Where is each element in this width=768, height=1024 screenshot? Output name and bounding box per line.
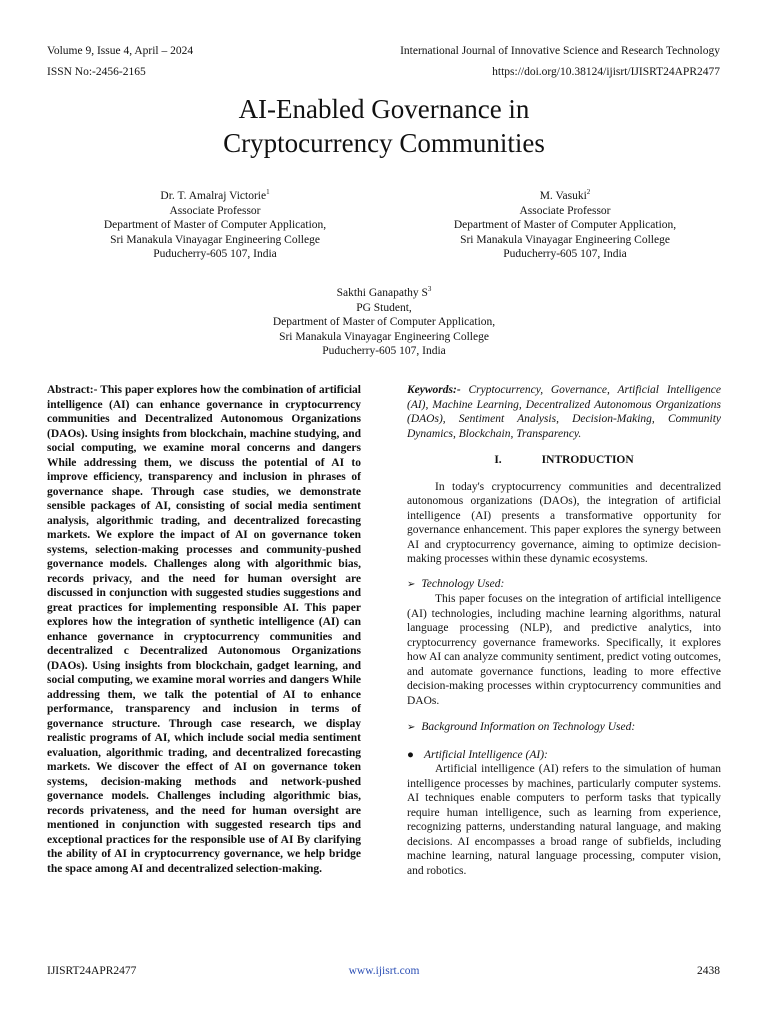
bullet-heading-ai	[407, 748, 721, 763]
section-title: INTRODUCTION	[541, 454, 634, 466]
author-role: Associate Professor	[169, 204, 261, 217]
author-dept: Department of Master of Computer Application,	[453, 219, 677, 231]
subheading-background	[407, 720, 721, 736]
section-heading	[407, 453, 721, 468]
subheading-text: Background Information on Technology Used:	[421, 721, 636, 733]
footer-website-link[interactable]: www.ijisrt.com	[348, 965, 420, 977]
author-college: Sri Manakula Vinayagar Engineering College	[110, 233, 320, 246]
arrow-bullet-icon: ➢	[407, 722, 416, 733]
doi-link[interactable]: https://doi.org/10.38124/ijisrt/IJISRT24APR2477	[492, 66, 720, 78]
author-role: Associate Professor	[519, 204, 611, 217]
author-block-1	[70, 189, 360, 262]
author-city: Puducherry-605 107, India	[153, 248, 277, 260]
author-dept: Department of Master of Computer Application,	[103, 219, 327, 231]
author-name: Sakthi Ganapathy $S^3$	[336, 285, 432, 299]
abstract: Abstract:- This paper explores how the combination of artificial intelligence (AI) can enhance governance in cryptocurrency communities and Decentralized Autonomous Organizations (DAOs). Using insights from blockchain, machine studying, and social computing, we examine moral concerns and dangers While addressing them, we discuss the potential of AI to improve efficiency, transparency and inclusion in phrases of governance shape. Through case studies, we demonstrate sensible packages of AI, consisting of social media sentiment analysis, algorithmic trading, and decentralized forecasting markets. We explore the impact of AI on governance token systems, selection-making processes and community-pushed governance models. Challenges along with algorithmic bias, records privacy, and the need for human oversight are discussed in conjunction with suggested studies suggestions and great practices for implementing responsible AI. This paper explores how the integration of synthetic intelligence (AI) can enhance governance in cryptocurrency communities and decentralized c Decentralized Autonomous Organizations (DAOs). Using insights from blockchain, gadget learning, and social computing, we examine moral worries and dangers While addressing them, we talk the potential of AI to enhance performance, transparency and inclusion in terms of governance structure. Through case research, we display realistic programs of AI, which include social media sentiment evaluation, algorithmic trading, and decentralized forecasting markets. We discover the effect of AI on governance token systems, decision-making methods and network-pushed governance models. Challenges including algorithmic bias, records privateness, and the need for human oversight are mentioned in conjunction with suggested research tips and exceptional practices for the responsible use of AI By clarifying the ability of AI in cryptocurrency governance, we help bridge the space among AI and decentralized selection-making.	[47, 384, 361, 875]
author-college: Sri Manakula Vinayagar Engineering College	[460, 233, 670, 246]
arrow-bullet-icon: ➢	[407, 578, 416, 590]
ai-paragraph: Artificial intelligence (AI) refers to the simulation of human intelligence processes by machines, particularly computer systems. AI techniques enable computers to perform tasks that typically require human intelligence, such as learning from experience, recognizing patterns, understanding natural language, and making decisions. AI encompasses a broad range of subfields, including machine learning, natural language processing, computer vision, and robotics.	[407, 763, 721, 877]
section-number: I.	[494, 454, 502, 466]
journal-name: International Journal of Innovative Science and Research Technology	[400, 45, 720, 57]
bullet-dot-icon: ●	[407, 748, 414, 761]
author-block-2	[420, 189, 710, 262]
keywords-text: Cryptocurrency, Governance, Artificial Intelligence (AI), Machine Learning, Decentralized Autonomous Organizations (DAOs), Sentiment Analysis, Decision-Making, Community Dynamics, Blockchain, Transparency.	[407, 384, 722, 440]
author-role: PG Student,	[356, 301, 412, 314]
paper-title	[0, 92, 768, 160]
author-dept: Department of Master of Computer Application,	[272, 316, 496, 328]
paper-title-line1: AI-Enabled Governance in	[238, 94, 530, 124]
keywords-label: Keywords:-	[407, 384, 461, 396]
bullet-heading-text: Artificial Intelligence (AI):	[423, 748, 548, 761]
subheading-text: Technology Used:	[421, 577, 505, 590]
author-block-3	[234, 286, 534, 359]
author-name: Dr. T. Amalraj Victorie$^1$	[160, 188, 270, 202]
technology-paragraph: This paper focuses on the integration of artificial intelligence (AI) technologies, including machine learning algorithms, natural language processing (NLP), and predictive analytics, into cryptocurrency governance frameworks. Specifically, it explores how AI can analyze community sentiment, predict voting outcomes, and automate governance functions, leading to more effective decision-making processes within cryptocurrency communities and DAOs.	[407, 593, 721, 707]
author-city: Puducherry-605 107, India	[322, 345, 446, 357]
author-city: Puducherry-605 107, India	[503, 248, 627, 260]
footer-page-number: 2438	[697, 965, 720, 977]
journal-volume: Volume 9, Issue 4, April – 2024	[47, 45, 194, 57]
footer-paper-id: IJISRT24APR2477	[47, 965, 137, 977]
keywords	[407, 383, 721, 441]
intro-paragraph: In today's cryptocurrency communities and decentralized autonomous organizations (DAOs), the integration of artificial intelligence (AI) presents a transformative opportunity for governance enhancement. This paper explores the synergy between AI and cryptocurrency governance, aiming to optimize decision-making processes within these dynamic ecosystems.	[407, 480, 721, 565]
right-column	[407, 383, 721, 878]
author-name: M. Vasuki$^2$	[539, 188, 591, 202]
paper-title-line2: Cryptocurrency Communities	[223, 128, 545, 158]
author-college: Sri Manakula Vinayagar Engineering College	[279, 330, 489, 343]
issn: ISSN No:-2456-2165	[47, 66, 146, 78]
subheading-technology-used	[407, 577, 721, 593]
